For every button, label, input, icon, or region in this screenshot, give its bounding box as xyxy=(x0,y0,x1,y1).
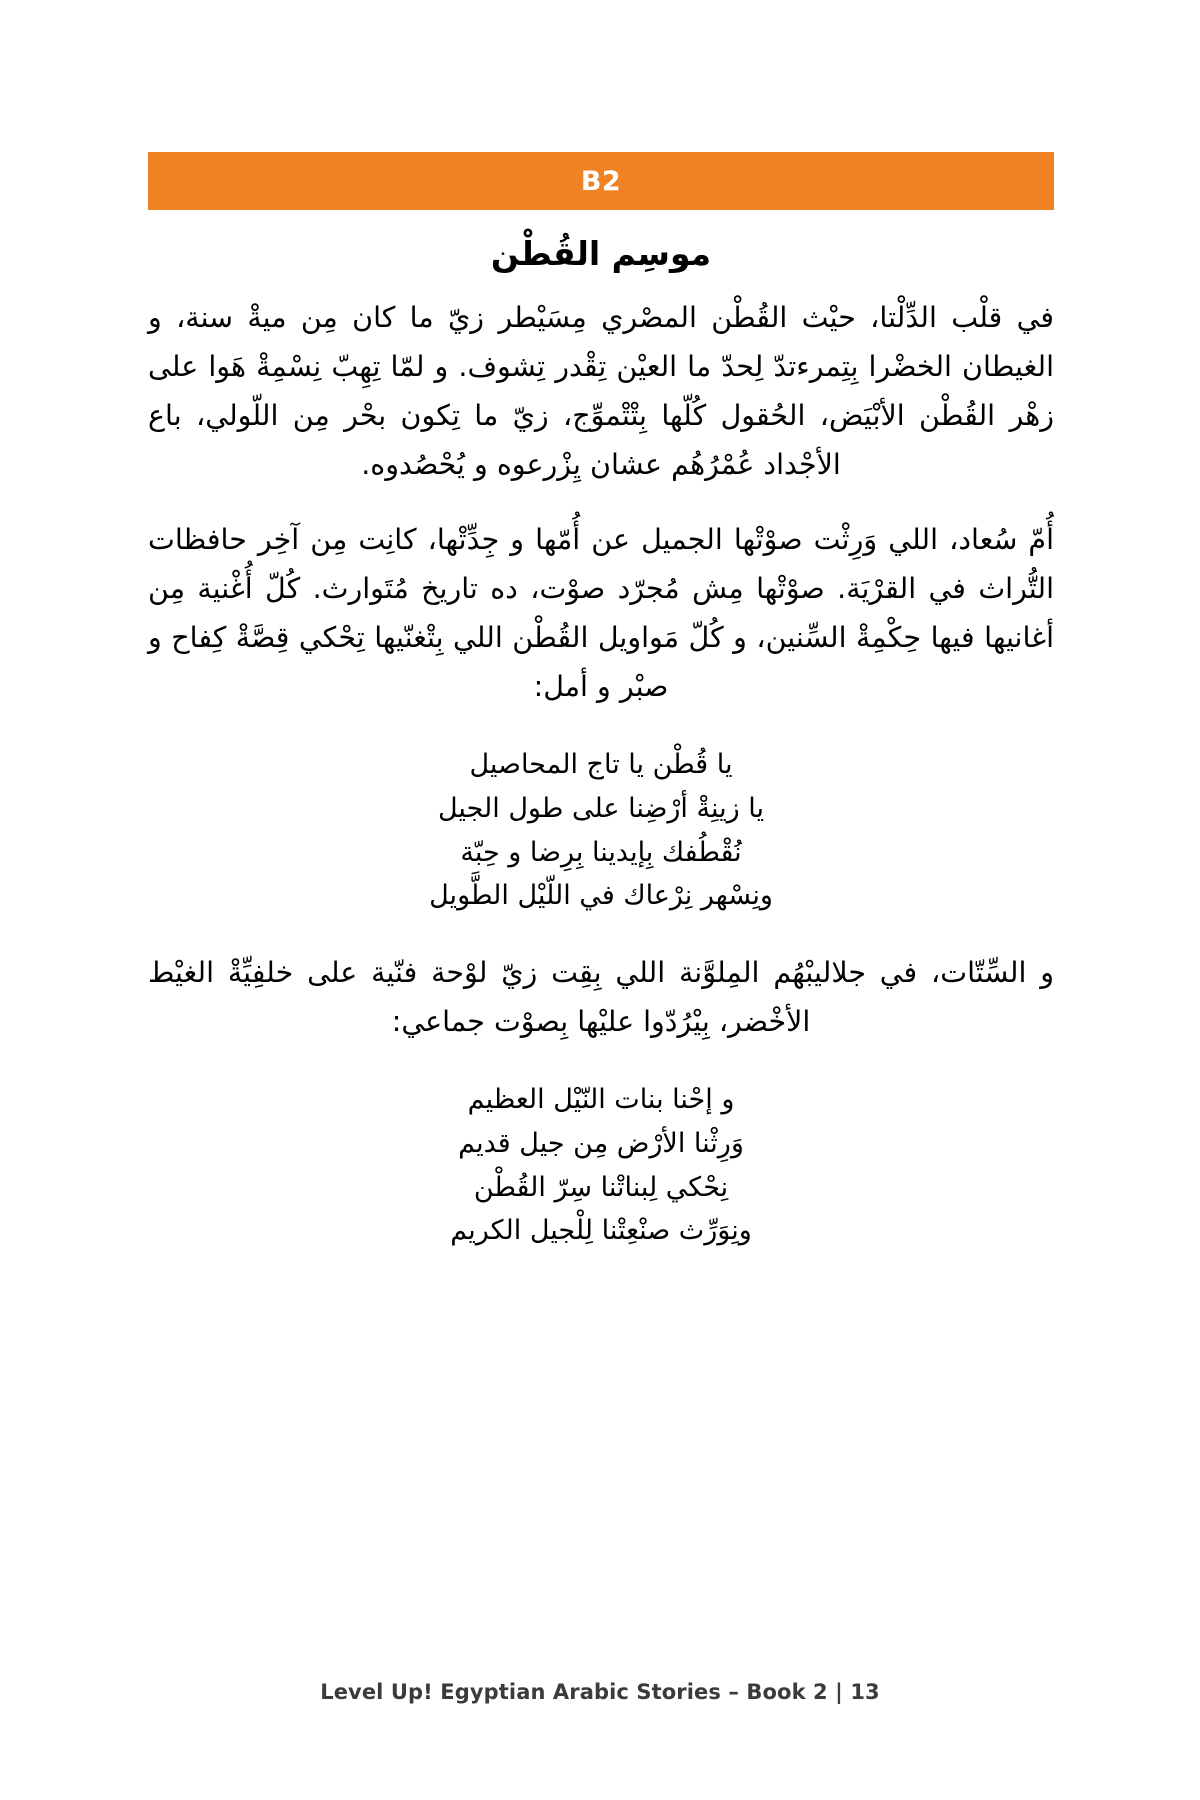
story-paragraph-3: و السِّتّات، في جلاليبْهُم المِلوَّنة اللي بِقِت زيّ لوْحة فنّية على خلفِيِّةْ الغيْط الأخْضر، بِيْرُدّوا عليْها بِصوْت جماعي: xyxy=(148,956,1054,1039)
verse-line: نُقْطُفك بِإيدينا بِرِضا و حِبّة xyxy=(460,836,742,868)
verse-line: يا قُطْن يا تاج المحاصيل xyxy=(469,749,733,781)
story-body xyxy=(148,228,1054,1283)
verse-line: و إحْنا بنات النّيْل العظيم xyxy=(467,1084,735,1116)
footer-text: Level Up! Egyptian Arabic Stories – Book 2 | 13 xyxy=(320,1680,880,1704)
verse-line: نِحْكي لِبناتْنا سِرّ القُطْن xyxy=(473,1171,729,1203)
level-banner xyxy=(148,152,1054,210)
story-paragraph-1: في قلْب الدِّلْتا، حيْث القُطْن المصْري مِسَيْطر زيّ ما كان مِن ميةْ سنة، و الغيطان الخضْرا بِتِمرءتدّ لِحدّ ما العيْن تِقْدر تِشوف. و لمّا تِهِبّ نِسْمِةْ هَوا على زهْر القُطْن الأبْيَض، الحُقول كُلّها بِتْتْموِّج، زيّ ما تِكون بحْر مِن اللّولي، باع الأجْداد عُمْرُهُم عشان يِزْرعوه و يُحْصُدوه. xyxy=(148,301,1054,482)
verse-line: ونِوَرِّث صنْعِتْنا لِلْجيل الكريم xyxy=(450,1215,752,1247)
verse-line: ونِسْهر نِرْعاك في اللّيْل الطَّويل xyxy=(429,880,773,912)
level-label: B2 xyxy=(580,165,622,197)
verse-block-two xyxy=(148,1072,1054,1255)
story-paragraph-2: أُمّ سُعاد، اللي وَرِثْت صوْتْها الجميل عن أُمّها و جِدِّتْها، كانِت مِن آخِر حافظات التُّراث في القرْيَة. صوْتْها مِش مُجرّد صوْت، ده تاريخ مُتَوارث. كُلّ أُغْنية مِن أغانيها فيها حِكْمِةْ السِّنين، و كُلّ مَواويل القُطْن اللي بِتْغنّيها تِحْكي قِصَّةْ كِفاح و صبْر و أمل: xyxy=(148,523,1054,704)
verse-line: وَرِثْنا الأرْض مِن جيل قديم xyxy=(458,1127,744,1159)
page-content xyxy=(148,0,1054,1800)
story-title: موسِم القُطْن xyxy=(490,234,712,273)
verse-block-one xyxy=(148,737,1054,920)
verse-line: يا زينِةْ أرْضِنا على طول الجيل xyxy=(437,793,765,824)
